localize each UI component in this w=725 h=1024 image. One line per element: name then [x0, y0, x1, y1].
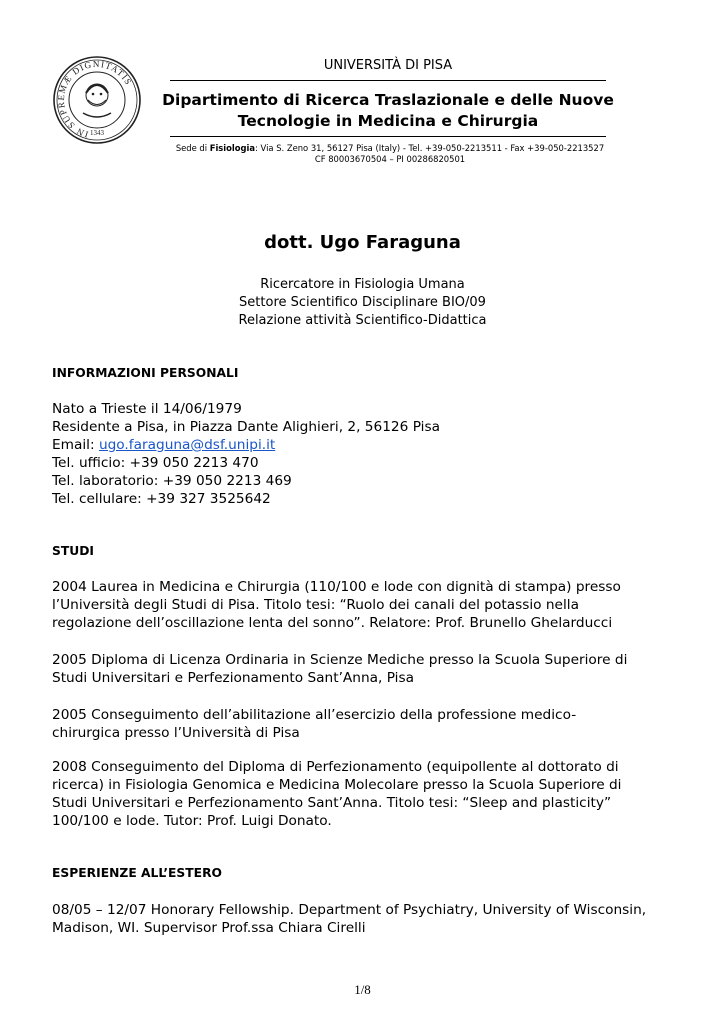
- sede-prefix: Sede di: [175, 143, 210, 153]
- text-line: Studi Universitari e Perfezionamento Sant’Anna, Pisa: [52, 670, 415, 686]
- email-line: [52, 436, 652, 454]
- section-heading-studi: STUDI: [52, 544, 95, 558]
- department-line-1: Dipartimento di Ricerca Traslazionale e delle Nuove: [162, 91, 614, 109]
- text-line: chirurgica presso l’Università di Pisa: [52, 725, 300, 741]
- role-line: Ricercatore in Fisiologia Umana: [260, 277, 465, 292]
- mobile-phone: Tel. cellulare: +39 327 3525642: [52, 491, 271, 507]
- birth-info: Nato a Trieste il 14/06/1979: [52, 401, 242, 417]
- role-line: Relazione attività Scientifico-Didattica: [238, 313, 487, 328]
- text-line: Madison, WI. Supervisor Prof.ssa Chiara Cirelli: [52, 920, 366, 936]
- text-line: 08/05 – 12/07 Honorary Fellowship. Department of Psychiatry, University of Wisconsin,: [52, 902, 647, 918]
- university-seal-logo: [52, 55, 142, 145]
- seal-inscription: IN SUPREMÆ DIGNITATIS: [55, 58, 135, 140]
- study-entry: [52, 578, 652, 632]
- section-heading-estero: ESPERIENZE ALL’ESTERO: [52, 866, 223, 880]
- study-entry: [52, 706, 652, 742]
- lab-phone: Tel. laboratorio: +39 050 2213 469: [52, 473, 292, 489]
- fiscal-codes: CF 80003670504 – PI 00286820501: [314, 154, 466, 164]
- sede-name: Fisiologia: [209, 143, 256, 153]
- department-address: [140, 143, 640, 165]
- office-phone: Tel. ufficio: +39 050 2213 470: [52, 455, 259, 471]
- university-name: UNIVERSITÀ DI PISA: [323, 58, 453, 73]
- person-name: dott. Ugo Faraguna: [264, 232, 461, 253]
- department-name: [160, 90, 616, 132]
- personal-info: [52, 400, 652, 508]
- page-number: 1/8: [354, 982, 371, 997]
- study-entry: [52, 651, 652, 687]
- text-line: 2004 Laurea in Medicina e Chirurgia (110/100 e lode con dignità di stampa) presso: [52, 579, 621, 595]
- residence-info: Residente a Pisa, in Piazza Dante Alighieri, 2, 56126 Pisa: [52, 419, 440, 435]
- email-label: Email:: [52, 437, 99, 453]
- text-line: regolazione dell’oscillazione lenta del sonno”. Relatore: Prof. Brunello Ghelarducci: [52, 615, 613, 631]
- experience-entry: [52, 901, 652, 937]
- study-entry: [52, 758, 652, 830]
- text-line: l’Università degli Studi di Pisa. Titolo tesi: “Ruolo dei canali del potassio nella: [52, 597, 579, 613]
- sede-details: : Via S. Zeno 31, 56127 Pisa (Italy) - Tel. +39-050-2213511 - Fax +39-050-2213527: [255, 143, 605, 153]
- person-roles: [0, 276, 725, 330]
- text-line: 2005 Diploma di Licenza Ordinaria in Scienze Mediche presso la Scuola Superiore di: [52, 652, 628, 668]
- section-heading-personal: INFORMAZIONI PERSONALI: [52, 366, 239, 380]
- text-line: 2005 Conseguimento dell’abilitazione all’esercizio della professione medico-: [52, 707, 577, 723]
- text-line: 2008 Conseguimento del Diploma di Perfezionamento (equipollente al dottorato di: [52, 759, 619, 775]
- header-divider-bottom: [170, 136, 606, 137]
- text-line: 100/100 e lode. Tutor: Prof. Luigi Donato.: [52, 813, 332, 829]
- text-line: ricerca) in Fisiologia Genomica e Medicina Molecolare presso la Scuola Superiore di: [52, 777, 622, 793]
- text-line: Studi Universitari e Perfezionamento Sant’Anna. Titolo tesi: “Sleep and plasticity”: [52, 795, 612, 811]
- role-line: Settore Scientifico Disciplinare BIO/09: [239, 295, 486, 310]
- header-divider-top: [170, 80, 606, 81]
- seal-year: 1343: [90, 129, 104, 137]
- email-link[interactable]: ugo.faraguna@dsf.unipi.it: [98, 437, 276, 453]
- department-line-2: Tecnologie in Medicina e Chirurgia: [237, 112, 539, 130]
